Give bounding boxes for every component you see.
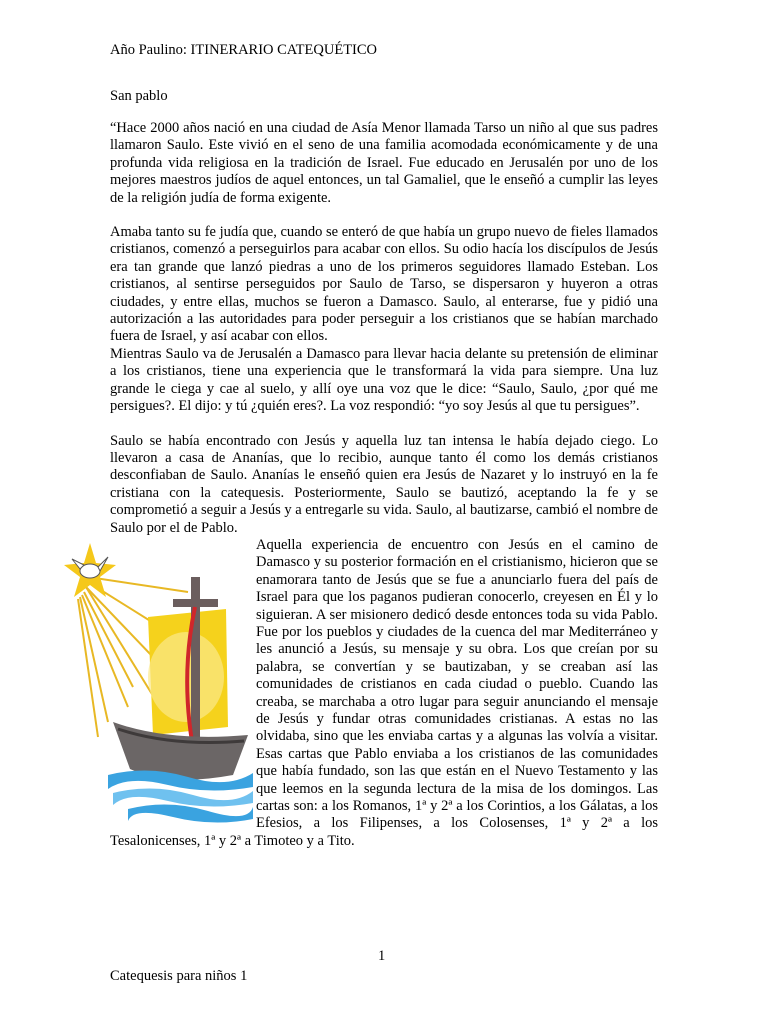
body-text <box>110 120 658 867</box>
paragraph-1: “Hace 2000 años nació en una ciudad de Asía Menor llamada Tarso un niño al que sus padres llamaron Saulo. Este vivió en el seno de una familia acomodada económicamente y de una profunda vida religiosa en la tradición de Israel. Fue educado en Jerusalén por uno de los mejores maestros judíos de aquel entonces, un tal Gamaliel, que le enseñó a cumplir las leyes de la religión judía de forma exigente. <box>110 120 658 206</box>
paragraph-2: Amaba tanto su fe judía que, cuando se enteró de que había un grupo nuevo de fieles llamados cristianos, comenzó a perseguirlos para acabar con ellos. Su odio hacía los discípulos de Jesús era tan grande que lanzó piedras a uno de los primeros seguidores llamado Esteban. Los cristianos, al sentirse perseguidos por Saulo de Tarso, se dispersaron y huyeron a otras ciudades, y entre ellas, muchos se fueron a Damasco. Saulo, al enterarse, fue y pidió una autorización a las autoridades para poder perseguir a los cristianos que se habían marchado fuera de Israel, y así acabar con ellos. <box>110 224 658 345</box>
paragraph-4 <box>110 433 658 537</box>
paragraph-3: Mientras Saulo va de Jerusalén a Damasco para llevar hacia delante su pretensión de eliminar a los cristianos, tiene una experiencia que le transformará la vida para siempre. Una luz grande le ciega y cae al suelo, y allí oye una voz que le dice: “Saulo, Saulo, ¿por qué me persigues?. El dijo: y tú ¿quién eres?. La voz respondió: “yo soy Jesús al que tu persigues”. <box>110 345 658 415</box>
paragraph-5: Aquella experiencia de encuentro con Jesús en el camino de Damasco y su posterior formación en el cristianismo, hicieron que se enamorara tanto de Jesús que se fue a anunciarlo fuera del país de Israel para que los paganos pudieran conocerlo, creyesen en Él y lo siguieran. A ser misionero dedicó desde entonces toda su vida Pablo. Fue por los pueblos y ciudades de la cuenca del mar Mediterráneo y les anunció a Jesús, su mensaje y su obra. Los que creían por su palabra, se convertían y se bautizaban, y se creaban así las comunidades de cristianos en cada ciudad o pueblo. Cuando las creaba, se marchaba a otro lugar para seguir anunciando el mensaje de Jesús y fundar otras comunidades cristianas. A estas no las olvidaba, sino que les enviaba cartas y a algunas las volvía a visitar. Esas cartas que Pablo enviaba a los cristianos de las comunidades que había fundado, son las que están en el Nuevo Testamento y las que leemos en la segunda lectura de la misa de los domingos. Las cartas son: a los Romanos, 1ª y 2ª a los Corintios, a los Gálatas, a los Efesios, a los Filipenses, a los Colosenses, 1ª y 2ª a los Tesalonicenses, 1ª y 2ª a Timoteo y a Tito. <box>110 536 658 849</box>
dove-boat-icon <box>58 537 253 827</box>
page-header: Año Paulino: ITINERARIO CATEQUÉTICO <box>110 42 378 58</box>
section-title: San pablo <box>110 88 168 104</box>
page-footer: Catequesis para niños 1 <box>110 968 248 984</box>
page-number: 1 <box>378 948 386 964</box>
paragraph-4-text-a: Saulo se había encontrado con Jesús y aquella luz tan intensa le había dejado ciego. Lo llevaron a casa de Ananías, que lo recibio, aunque tanto él como los demás cristianos desconfiaban de Saulo. Ananías le enseñó quien era Jesús de Nazaret y lo instruyó en la fe cristiana con la catequesis. Posteriormente, Saulo se bautizó, aceptando la fe y se comprometió a seguir a Jesús y a entregarle su vida. Saulo, al bautizarse, cambió el nombre de Saulo por el de Pablo. <box>110 432 658 536</box>
